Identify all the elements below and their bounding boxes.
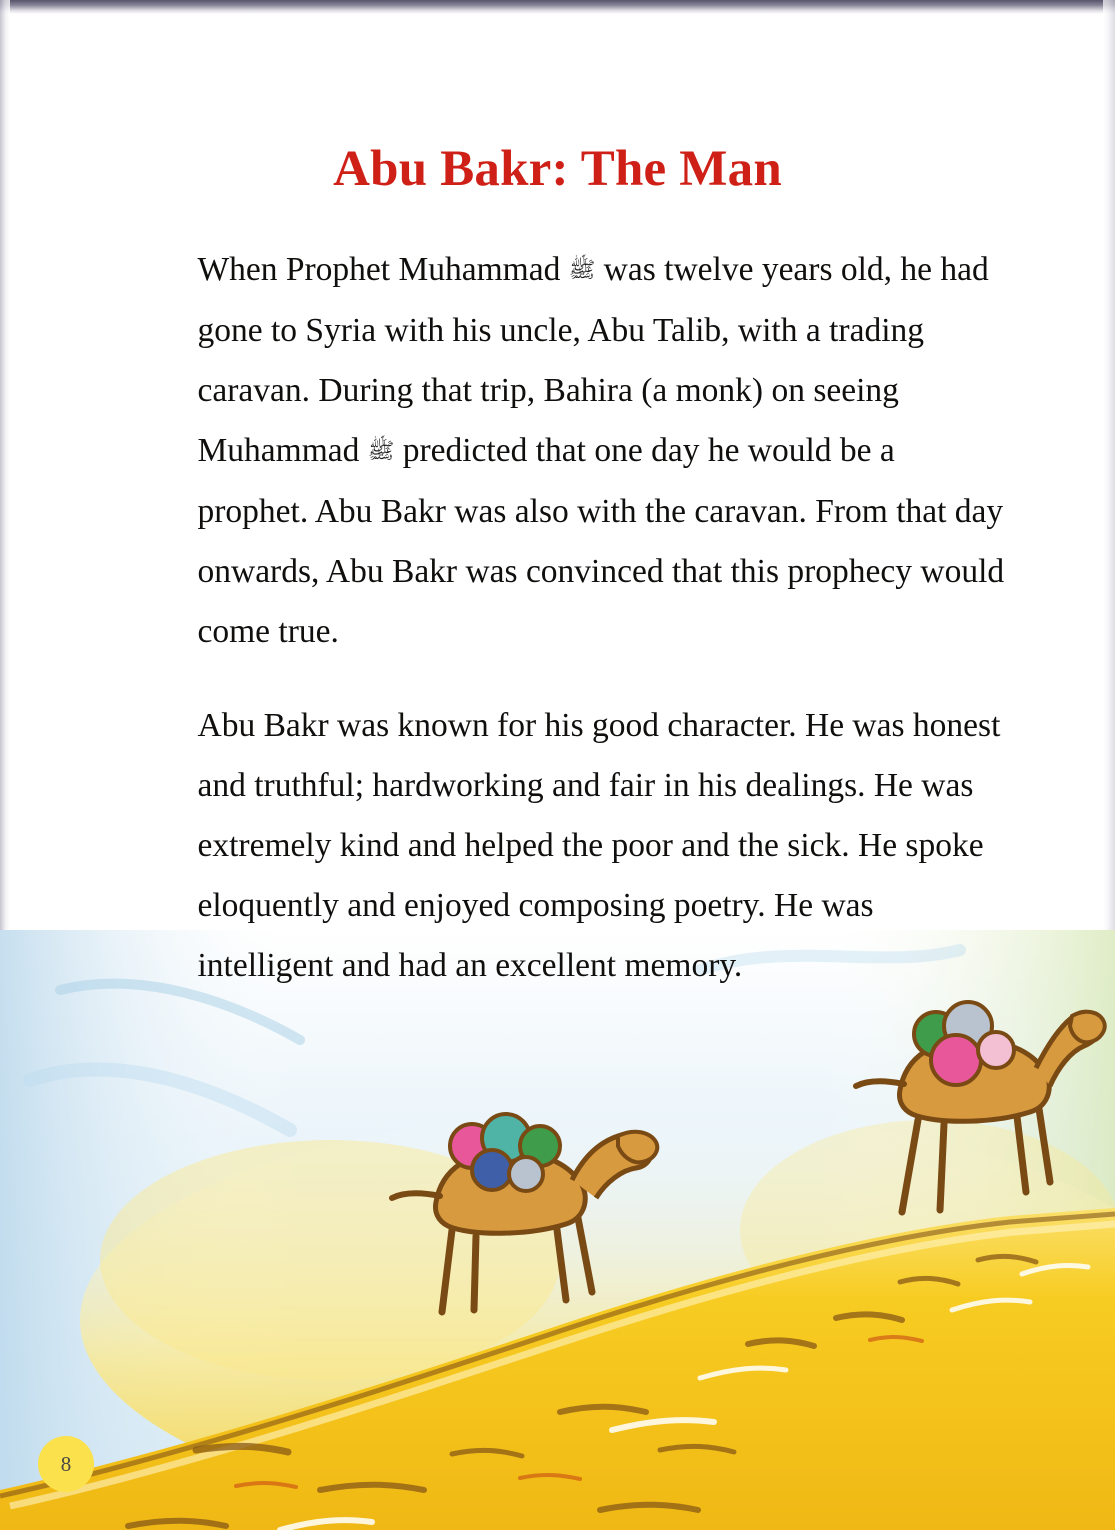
paragraph-1-seg-2: was twelve years old, he had gone to Syria with his uncle, Abu Talib, with a trading caravan. During that trip, Bahira (a monk) on seeing Muhammad [197, 251, 989, 469]
paragraph-1-seg-1: When Prophet Muhammad [197, 251, 569, 288]
page-number-label: 8 [60, 1451, 72, 1476]
paragraph-1 [198, 240, 1014, 662]
paragraph-1-seg-3: predicted that one day he would be a prophet. Abu Bakr was also with the caravan. From that day onwards, Abu Bakr was convinced that this prophecy would come true. [197, 432, 1005, 650]
paragraph-2-seg-1: Abu Bakr was known for his good character. He was honest and truthful; hardworking and fair in his dealings. He was extremely kind and helped the poor and the sick. He spoke eloquently and enjoyed composing poetry. He was intelligent and had an excellent memory. [197, 707, 1001, 984]
page-number-badge [38, 1436, 94, 1492]
paragraph-2 [198, 696, 1014, 996]
body-text [102, 240, 1014, 996]
peace-be-upon-him-glyph: ﷺ [568, 258, 596, 283]
peace-be-upon-him-glyph-2: ﷺ [367, 439, 395, 464]
page-title: Abu Bakr: The Man [333, 141, 782, 197]
